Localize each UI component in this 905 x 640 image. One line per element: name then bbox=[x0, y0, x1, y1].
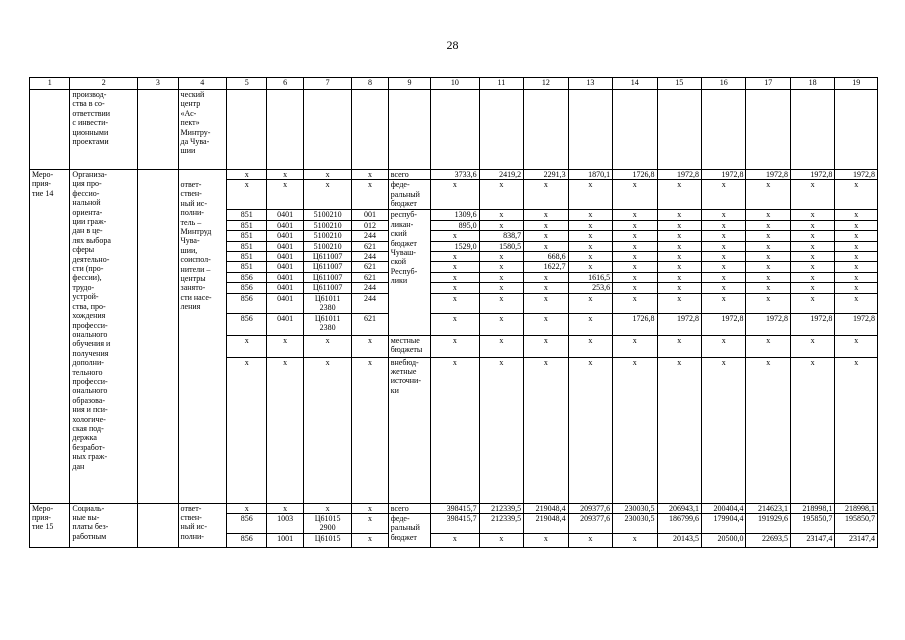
table-cell: всего bbox=[388, 170, 430, 180]
table-cell: x bbox=[746, 262, 790, 272]
budget-table bbox=[29, 77, 878, 548]
table-cell: 218998,1 bbox=[790, 503, 834, 513]
table-cell: 856 bbox=[227, 313, 267, 335]
column-header: 4 bbox=[178, 78, 227, 90]
table-cell: x bbox=[431, 262, 480, 272]
table-cell: x bbox=[657, 252, 701, 262]
table-cell: x bbox=[227, 180, 267, 210]
table-cell: x bbox=[524, 357, 568, 503]
table-cell: x bbox=[479, 313, 523, 335]
table-cell: 856 bbox=[227, 283, 267, 293]
table-cell: x bbox=[267, 357, 303, 503]
table-cell: 22693,5 bbox=[746, 534, 790, 548]
table-cell: x bbox=[702, 180, 746, 210]
table-cell: x bbox=[746, 241, 790, 251]
table-cell: x bbox=[479, 283, 523, 293]
table-cell: Организа- ция про- фессио- нальной ориента- ции граж- дан в це- лях выбора сферы деятельно- сти (про- фессии), трудо- устрой- ства, про- хождения професси- онального обучения и получения дополни- тельного професси- онального образова- ния и пси- хологиче- ская под- держка безработ- ных граж- дан bbox=[70, 170, 138, 504]
table-cell bbox=[267, 90, 303, 170]
table-cell bbox=[227, 90, 267, 170]
table-cell: x bbox=[613, 220, 657, 230]
table-cell: 398415,7 bbox=[431, 514, 480, 534]
table-cell: 186799,6 bbox=[657, 514, 701, 534]
table-cell: 851 bbox=[227, 220, 267, 230]
table-cell: 5100210 bbox=[303, 241, 352, 251]
table-cell: x bbox=[835, 231, 878, 241]
table-cell: x bbox=[790, 283, 834, 293]
table-row bbox=[30, 170, 878, 180]
column-header: 11 bbox=[479, 78, 523, 90]
table-cell: x bbox=[524, 293, 568, 313]
table-cell: x bbox=[227, 503, 267, 513]
column-header: 12 bbox=[524, 78, 568, 90]
table-cell: x bbox=[657, 357, 701, 503]
table-cell: x bbox=[568, 180, 612, 210]
table-cell: внебюд- жетные источни- ки bbox=[388, 357, 430, 503]
table-cell: x bbox=[524, 231, 568, 241]
table-cell: x bbox=[352, 335, 388, 357]
table-cell: Ц61015 2900 bbox=[303, 514, 352, 534]
table-cell: респуб- ликан- ский бюджет Чуваш- ской Респуб- лики bbox=[388, 210, 430, 335]
table-cell: 1972,8 bbox=[746, 170, 790, 180]
table-cell: x bbox=[568, 252, 612, 262]
column-header: 6 bbox=[267, 78, 303, 90]
table-cell: x bbox=[267, 180, 303, 210]
table-cell: x bbox=[479, 262, 523, 272]
table-cell: x bbox=[835, 220, 878, 230]
table-cell: 1972,8 bbox=[657, 313, 701, 335]
table-cell: 1580,5 bbox=[479, 241, 523, 251]
table-cell: 838,7 bbox=[479, 231, 523, 241]
table-cell: Ц611007 bbox=[303, 252, 352, 262]
table-cell: x bbox=[746, 357, 790, 503]
table-cell: 244 bbox=[352, 252, 388, 262]
table-cell: x bbox=[303, 357, 352, 503]
table-cell: 851 bbox=[227, 210, 267, 220]
table-cell: 23147,4 bbox=[790, 534, 834, 548]
table-cell: 2419,2 bbox=[479, 170, 523, 180]
table-cell: 212339,5 bbox=[479, 503, 523, 513]
table-cell: 856 bbox=[227, 514, 267, 534]
table-cell: x bbox=[746, 272, 790, 282]
table-cell: Ц61015 bbox=[303, 534, 352, 548]
table-cell: x bbox=[227, 170, 267, 180]
table-cell: x bbox=[352, 170, 388, 180]
table-cell: 5100210 bbox=[303, 231, 352, 241]
column-header: 19 bbox=[835, 78, 878, 90]
table-cell: x bbox=[267, 335, 303, 357]
table-cell: 23147,4 bbox=[835, 534, 878, 548]
table-row bbox=[30, 503, 878, 513]
header-row bbox=[30, 78, 878, 90]
table-cell: 1972,8 bbox=[835, 313, 878, 335]
table-cell: x bbox=[431, 231, 480, 241]
table-cell: x bbox=[303, 180, 352, 210]
table-cell: x bbox=[835, 241, 878, 251]
table-cell: x bbox=[835, 252, 878, 262]
table-cell: 0401 bbox=[267, 272, 303, 282]
table-cell bbox=[524, 90, 568, 170]
table-cell: x bbox=[613, 293, 657, 313]
table-cell: 0401 bbox=[267, 293, 303, 313]
column-header: 1 bbox=[30, 78, 70, 90]
table-cell: 012 bbox=[352, 220, 388, 230]
table-cell: x bbox=[657, 293, 701, 313]
table-cell: x bbox=[746, 283, 790, 293]
table-cell: x bbox=[431, 272, 480, 282]
table-cell bbox=[138, 90, 178, 170]
table-cell: x bbox=[835, 210, 878, 220]
table-cell: 219048,4 bbox=[524, 503, 568, 513]
table-cell: x bbox=[746, 231, 790, 241]
table-cell: 1003 bbox=[267, 514, 303, 534]
table-cell: x bbox=[479, 357, 523, 503]
table-cell: x bbox=[835, 180, 878, 210]
table-cell: 3733,6 bbox=[431, 170, 480, 180]
table-cell: 191929,6 bbox=[746, 514, 790, 534]
table-cell: x bbox=[746, 220, 790, 230]
table-cell: x bbox=[835, 293, 878, 313]
table-cell bbox=[178, 170, 227, 180]
table-cell: 1309,6 bbox=[431, 210, 480, 220]
table-cell bbox=[746, 90, 790, 170]
table-cell: 244 bbox=[352, 283, 388, 293]
table-cell: x bbox=[479, 180, 523, 210]
table-cell: Ц611007 bbox=[303, 262, 352, 272]
table-cell: x bbox=[352, 514, 388, 534]
table-cell: x bbox=[479, 534, 523, 548]
table-cell: x bbox=[352, 534, 388, 548]
table-cell: ответ- ствен- ный ис- полни- bbox=[178, 503, 227, 547]
table-cell: x bbox=[568, 534, 612, 548]
column-header: 14 bbox=[613, 78, 657, 90]
table-cell: x bbox=[303, 503, 352, 513]
table-cell: 1001 bbox=[267, 534, 303, 548]
table-cell bbox=[303, 90, 352, 170]
table-cell: 1726,8 bbox=[613, 313, 657, 335]
table-cell bbox=[835, 90, 878, 170]
table-cell: 0401 bbox=[267, 231, 303, 241]
table-cell: 209377,6 bbox=[568, 514, 612, 534]
table-cell bbox=[479, 90, 523, 170]
table-cell: 195850,7 bbox=[790, 514, 834, 534]
table-cell: x bbox=[746, 293, 790, 313]
table-cell: 856 bbox=[227, 534, 267, 548]
table-cell: x bbox=[267, 170, 303, 180]
table-cell bbox=[138, 503, 178, 547]
table-cell: x bbox=[613, 272, 657, 282]
column-header: 10 bbox=[431, 78, 480, 90]
table-cell: всего bbox=[388, 503, 430, 513]
table-cell: x bbox=[431, 252, 480, 262]
table-cell: x bbox=[746, 180, 790, 210]
table-cell: 195850,7 bbox=[835, 514, 878, 534]
table-cell: 1972,8 bbox=[746, 313, 790, 335]
table-cell: x bbox=[657, 283, 701, 293]
table-cell: x bbox=[431, 357, 480, 503]
table-cell: x bbox=[613, 210, 657, 220]
table-cell: 621 bbox=[352, 313, 388, 335]
table-cell: x bbox=[352, 180, 388, 210]
table-cell: Ц61011 2380 bbox=[303, 293, 352, 313]
table-cell: x bbox=[479, 272, 523, 282]
table-cell: x bbox=[657, 220, 701, 230]
table-cell: Ц611007 bbox=[303, 272, 352, 282]
table-cell: x bbox=[657, 210, 701, 220]
table-cell bbox=[388, 90, 430, 170]
table-cell: x bbox=[613, 534, 657, 548]
table-cell: 1972,8 bbox=[790, 313, 834, 335]
table-cell: x bbox=[790, 357, 834, 503]
table-cell: x bbox=[746, 335, 790, 357]
table-cell: 621 bbox=[352, 262, 388, 272]
table-cell: 1622,7 bbox=[524, 262, 568, 272]
table-cell: 0401 bbox=[267, 220, 303, 230]
table-cell: Ц611007 bbox=[303, 283, 352, 293]
table-cell: x bbox=[790, 231, 834, 241]
table-cell: 5100210 bbox=[303, 210, 352, 220]
column-header: 8 bbox=[352, 78, 388, 90]
table-cell: 856 bbox=[227, 293, 267, 313]
table-cell: 1616,5 bbox=[568, 272, 612, 282]
table-cell bbox=[138, 170, 178, 504]
table-cell: x bbox=[431, 283, 480, 293]
table-cell: Социаль- ные вы- платы без- работным bbox=[70, 503, 138, 547]
column-header: 18 bbox=[790, 78, 834, 90]
table-cell: Ц61011 2380 bbox=[303, 313, 352, 335]
table-cell: x bbox=[613, 231, 657, 241]
table-cell: x bbox=[431, 180, 480, 210]
table-cell: x bbox=[657, 180, 701, 210]
table-cell bbox=[657, 90, 701, 170]
table-cell: x bbox=[352, 503, 388, 513]
table-cell: x bbox=[790, 241, 834, 251]
table-cell: 621 bbox=[352, 272, 388, 282]
table-cell: 0401 bbox=[267, 210, 303, 220]
table-cell: 1972,8 bbox=[835, 170, 878, 180]
table-cell bbox=[790, 90, 834, 170]
table-cell: x bbox=[657, 241, 701, 251]
table-cell: x bbox=[657, 272, 701, 282]
table-cell: x bbox=[568, 241, 612, 251]
column-header: 2 bbox=[70, 78, 138, 90]
table-cell: x bbox=[790, 252, 834, 262]
table-cell: x bbox=[613, 262, 657, 272]
table-cell: x bbox=[702, 272, 746, 282]
table-cell: феде- ральный бюджет bbox=[388, 514, 430, 548]
table-cell: x bbox=[524, 180, 568, 210]
column-header: 7 bbox=[303, 78, 352, 90]
table-cell: x bbox=[790, 335, 834, 357]
table-cell: x bbox=[702, 262, 746, 272]
table-cell: 0401 bbox=[267, 241, 303, 251]
table-cell: x bbox=[835, 262, 878, 272]
table-cell: x bbox=[702, 210, 746, 220]
table-cell: x bbox=[702, 335, 746, 357]
table-cell bbox=[30, 90, 70, 170]
table-cell: x bbox=[746, 252, 790, 262]
column-header: 17 bbox=[746, 78, 790, 90]
table-cell: x bbox=[613, 241, 657, 251]
table-cell: x bbox=[702, 283, 746, 293]
table-cell: 851 bbox=[227, 262, 267, 272]
table-cell: x bbox=[835, 283, 878, 293]
table-cell: x bbox=[524, 241, 568, 251]
table-cell: 895,0 bbox=[431, 220, 480, 230]
table-cell: x bbox=[431, 335, 480, 357]
table-cell: 20143,5 bbox=[657, 534, 701, 548]
table-cell: x bbox=[790, 180, 834, 210]
table-cell: x bbox=[613, 252, 657, 262]
table-cell: x bbox=[613, 335, 657, 357]
column-header: 15 bbox=[657, 78, 701, 90]
table-cell: x bbox=[657, 231, 701, 241]
column-header: 3 bbox=[138, 78, 178, 90]
table-cell: x bbox=[568, 262, 612, 272]
table-cell: местные бюджеты bbox=[388, 335, 430, 357]
table-cell: 219048,4 bbox=[524, 514, 568, 534]
table-cell: 668,6 bbox=[524, 252, 568, 262]
table-cell: x bbox=[657, 262, 701, 272]
table-cell: 851 bbox=[227, 241, 267, 251]
table-cell: 1726,8 bbox=[613, 170, 657, 180]
table-cell: 0401 bbox=[267, 283, 303, 293]
column-header: 9 bbox=[388, 78, 430, 90]
table-cell: ческий центр «Ас- пект» Минтру- да Чува- шии bbox=[178, 90, 227, 170]
table-cell: x bbox=[790, 220, 834, 230]
table-cell: 200404,4 bbox=[702, 503, 746, 513]
table-cell: 209377,6 bbox=[568, 503, 612, 513]
table-cell: x bbox=[568, 231, 612, 241]
table-cell: 253,6 bbox=[568, 283, 612, 293]
table-cell: 214623,1 bbox=[746, 503, 790, 513]
table-cell: 2291,3 bbox=[524, 170, 568, 180]
table-cell: 179904,4 bbox=[702, 514, 746, 534]
table-cell: x bbox=[568, 293, 612, 313]
table-cell: 0401 bbox=[267, 313, 303, 335]
table-cell: x bbox=[835, 357, 878, 503]
table-cell: 244 bbox=[352, 293, 388, 313]
table-cell: x bbox=[568, 210, 612, 220]
table-cell: x bbox=[568, 335, 612, 357]
table-cell: x bbox=[568, 220, 612, 230]
page-number: 28 bbox=[446, 38, 459, 52]
table-cell bbox=[702, 90, 746, 170]
column-header: 5 bbox=[227, 78, 267, 90]
table-cell: x bbox=[524, 220, 568, 230]
table-cell: x bbox=[227, 357, 267, 503]
table-cell: x bbox=[524, 335, 568, 357]
table-cell: 1870,1 bbox=[568, 170, 612, 180]
table-cell: x bbox=[524, 272, 568, 282]
table-cell: x bbox=[790, 210, 834, 220]
table-cell: 1972,8 bbox=[657, 170, 701, 180]
column-header: 13 bbox=[568, 78, 612, 90]
table-cell: 212339,5 bbox=[479, 514, 523, 534]
table-cell: x bbox=[835, 335, 878, 357]
table-cell: 851 bbox=[227, 252, 267, 262]
table-cell: x bbox=[568, 357, 612, 503]
table-cell: x bbox=[613, 283, 657, 293]
table-cell: 230030,5 bbox=[613, 503, 657, 513]
table-cell: x bbox=[524, 283, 568, 293]
table-cell: 856 bbox=[227, 272, 267, 282]
table-cell bbox=[352, 90, 388, 170]
table-cell: x bbox=[479, 293, 523, 313]
table-cell: x bbox=[352, 357, 388, 503]
table-cell: x bbox=[835, 272, 878, 282]
table-cell: x bbox=[657, 335, 701, 357]
table-cell: ответ- ствен- ный ис- полни- тель – Минтруд Чува- шии, соиспол- нители – центры занято- сти насе- ления bbox=[178, 180, 227, 503]
table-row bbox=[30, 90, 878, 170]
table-cell: Меро- прия- тие 14 bbox=[30, 170, 70, 504]
table-cell: x bbox=[790, 272, 834, 282]
table-cell: x bbox=[303, 170, 352, 180]
table-cell: x bbox=[524, 534, 568, 548]
table-cell: 0401 bbox=[267, 262, 303, 272]
table-cell: x bbox=[702, 231, 746, 241]
table-cell: 1972,8 bbox=[702, 170, 746, 180]
table-cell: x bbox=[479, 252, 523, 262]
table-cell: x bbox=[790, 262, 834, 272]
table-cell: феде- ральный бюджет bbox=[388, 180, 430, 210]
column-header: 16 bbox=[702, 78, 746, 90]
table-cell: x bbox=[431, 534, 480, 548]
table-cell: x bbox=[702, 293, 746, 313]
table-cell bbox=[613, 90, 657, 170]
table-cell: x bbox=[790, 293, 834, 313]
table-cell: 001 bbox=[352, 210, 388, 220]
table-cell: x bbox=[479, 210, 523, 220]
table-cell: x bbox=[613, 357, 657, 503]
table-cell: x bbox=[746, 210, 790, 220]
table-cell: x bbox=[479, 335, 523, 357]
table-cell: x bbox=[702, 252, 746, 262]
table-cell: x bbox=[613, 180, 657, 210]
table-cell: Меро- прия- тие 15 bbox=[30, 503, 70, 547]
table-cell: 0401 bbox=[267, 252, 303, 262]
table-cell: 244 bbox=[352, 231, 388, 241]
table-cell: 398415,7 bbox=[431, 503, 480, 513]
table-cell bbox=[568, 90, 612, 170]
table-cell: x bbox=[524, 313, 568, 335]
table-cell: 1972,8 bbox=[790, 170, 834, 180]
table-cell: x bbox=[702, 357, 746, 503]
table-cell bbox=[431, 90, 480, 170]
table-cell: x bbox=[431, 293, 480, 313]
table-cell: 20500,0 bbox=[702, 534, 746, 548]
table-cell: x bbox=[702, 241, 746, 251]
table-cell: 1972,8 bbox=[702, 313, 746, 335]
table-cell: 206943,1 bbox=[657, 503, 701, 513]
table-cell: 851 bbox=[227, 231, 267, 241]
table-cell: производ- ства в со- ответствии с инвести- ционными проектами bbox=[70, 90, 138, 170]
table-cell: x bbox=[479, 220, 523, 230]
table-cell: 218998,1 bbox=[835, 503, 878, 513]
table-cell: 5100210 bbox=[303, 220, 352, 230]
table-cell: 230030,5 bbox=[613, 514, 657, 534]
table-cell: x bbox=[303, 335, 352, 357]
table-cell: x bbox=[702, 220, 746, 230]
table-cell: x bbox=[227, 335, 267, 357]
table-cell: x bbox=[267, 503, 303, 513]
table-cell: 1529,0 bbox=[431, 241, 480, 251]
table-cell: x bbox=[524, 210, 568, 220]
table-cell: x bbox=[431, 313, 480, 335]
table-cell: x bbox=[568, 313, 612, 335]
table-cell: 621 bbox=[352, 241, 388, 251]
